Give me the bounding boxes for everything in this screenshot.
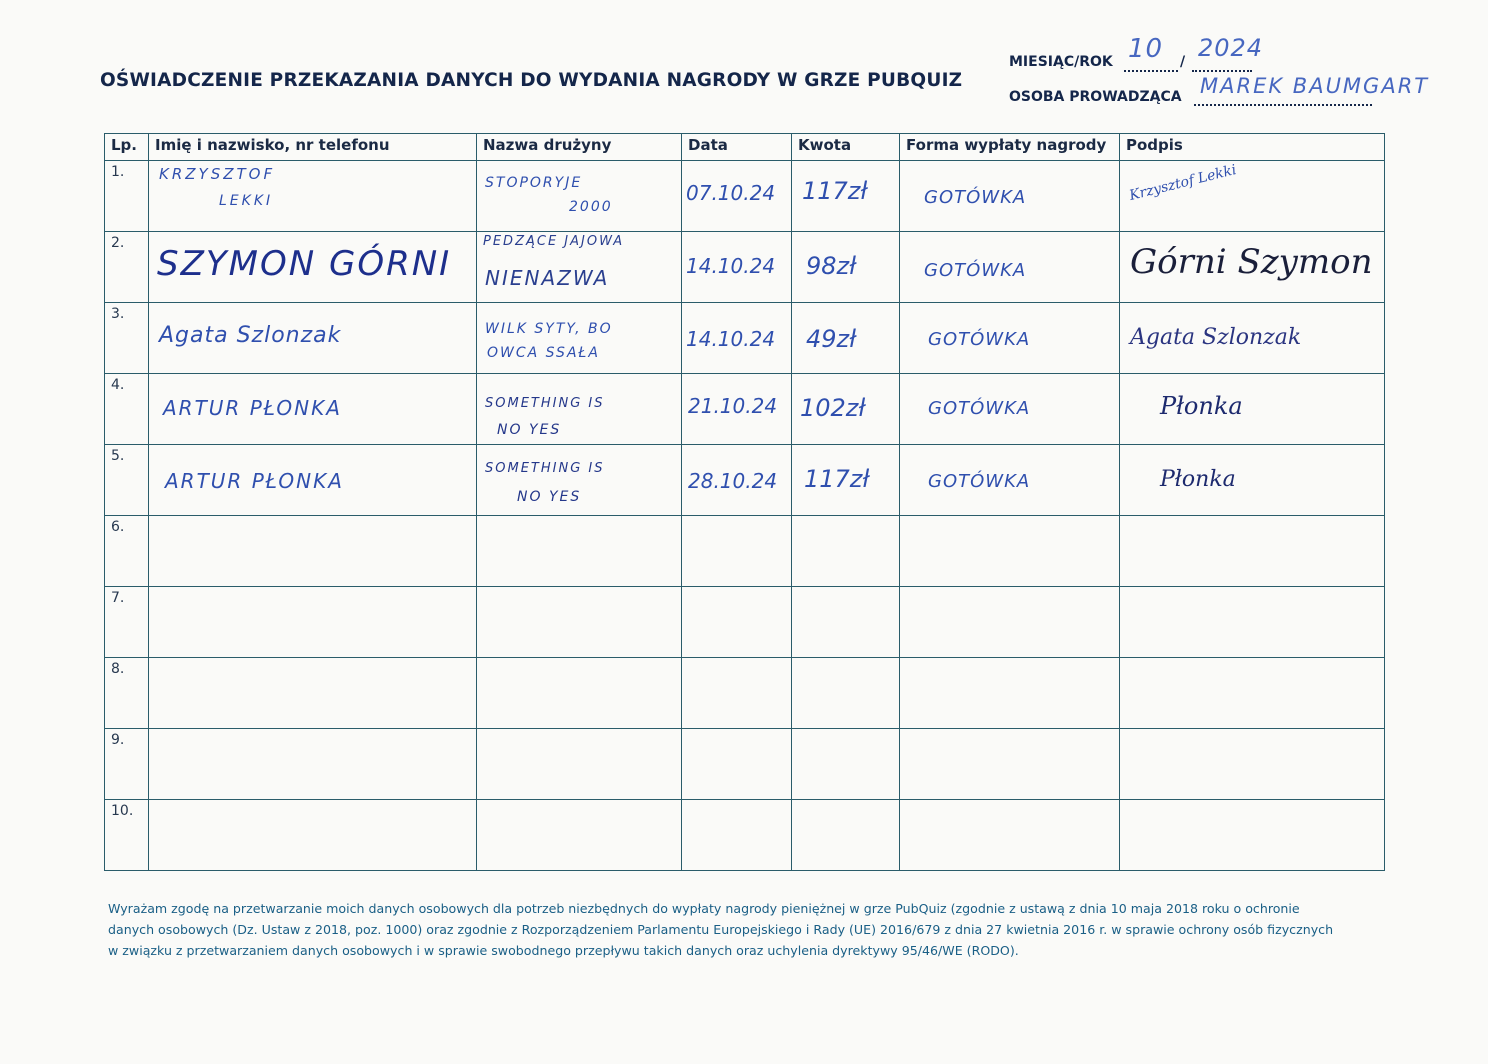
date-cell[interactable] [682, 587, 792, 658]
date-value: 14.10.24 [686, 254, 776, 278]
date-cell[interactable] [682, 800, 792, 871]
amount-value: 98zł [806, 252, 857, 280]
month-value: 10 [1128, 34, 1164, 64]
signature-cell[interactable] [1120, 445, 1385, 516]
table-row [105, 161, 1385, 232]
amount-cell[interactable] [792, 587, 900, 658]
consent-line-1: Wyrażam zgodę na przetwarzanie moich danych osobowych dla potrzeb niezbędnych do wypłaty nagrody pieniężnej w grze PubQuiz (zgodnie z ustawą z dnia 10 maja 2018 roku o ochronie [108, 901, 1300, 916]
date-value: 21.10.24 [688, 394, 778, 418]
team-line1: WILK SYTY, BO [485, 321, 613, 337]
table-row [105, 445, 1385, 516]
date-cell[interactable] [682, 729, 792, 800]
team-cell[interactable] [477, 587, 682, 658]
table-row [105, 658, 1385, 729]
team-cell[interactable] [477, 800, 682, 871]
date-cell[interactable] [682, 303, 792, 374]
name-cell[interactable] [149, 729, 477, 800]
name-line1: SZYMON GÓRNI [157, 244, 452, 284]
date-value: 07.10.24 [686, 181, 776, 205]
amount-value: 49zł [806, 325, 857, 353]
team-cell[interactable] [477, 232, 682, 303]
signature-cell[interactable] [1120, 303, 1385, 374]
table-row [105, 516, 1385, 587]
payment-cell[interactable] [900, 587, 1120, 658]
col-header-lp: Lp. [105, 134, 149, 161]
row-number: 2. [111, 235, 125, 251]
table-row [105, 800, 1385, 871]
signature-cell[interactable] [1120, 587, 1385, 658]
amount-cell[interactable] [792, 729, 900, 800]
team-line2: NO YES [517, 489, 582, 505]
row-number: 1. [111, 164, 125, 180]
team-cell[interactable] [477, 516, 682, 587]
signature-cell[interactable] [1120, 658, 1385, 729]
gdpr-consent-text [108, 898, 1438, 961]
name-cell[interactable] [149, 374, 477, 445]
amount-value: 117zł [802, 177, 868, 205]
name-line2: LEKKI [219, 193, 274, 209]
name-line1: ARTUR PŁONKA [165, 469, 344, 493]
payment-cell[interactable] [900, 232, 1120, 303]
team-line1: SOMETHING IS [485, 396, 605, 411]
row-number: 7. [111, 590, 125, 606]
name-line1: KRZYSZTOF [159, 165, 276, 183]
team-cell[interactable] [477, 729, 682, 800]
row-number: 5. [111, 448, 125, 464]
table-row [105, 587, 1385, 658]
signature-cell[interactable] [1120, 729, 1385, 800]
team-cell[interactable] [477, 374, 682, 445]
row-number: 3. [111, 306, 125, 322]
team-line2: NIENAZWA [485, 266, 610, 290]
col-header-date: Data [682, 134, 792, 161]
payment-value: GOTÓWKA [924, 187, 1027, 208]
month-dotted-line [1124, 70, 1178, 72]
payment-value: GOTÓWKA [924, 260, 1027, 281]
name-cell[interactable] [149, 800, 477, 871]
signature: Krzysztof Lekki [1127, 161, 1239, 205]
row-number: 4. [111, 377, 125, 393]
amount-cell[interactable] [792, 232, 900, 303]
table-row [105, 374, 1385, 445]
month-year-label: MIESIĄC/ROK [1009, 54, 1113, 70]
host-value: MAREK BAUMGART [1200, 74, 1430, 98]
signature-cell[interactable] [1120, 374, 1385, 445]
name-cell[interactable] [149, 587, 477, 658]
date-value: 28.10.24 [688, 469, 778, 493]
year-dotted-line [1192, 70, 1252, 72]
table-header-row [105, 134, 1385, 161]
name-cell[interactable] [149, 658, 477, 729]
team-cell[interactable] [477, 658, 682, 729]
date-cell[interactable] [682, 516, 792, 587]
signature-cell[interactable] [1120, 516, 1385, 587]
row-number: 10. [111, 803, 134, 819]
payment-cell[interactable] [900, 729, 1120, 800]
col-header-payment: Forma wypłaty nagrody [900, 134, 1120, 161]
team-line1: STOPORYJE [485, 175, 583, 191]
signature-cell[interactable] [1120, 161, 1385, 232]
team-cell[interactable] [477, 161, 682, 232]
team-line2: 2000 [569, 199, 613, 215]
host-dotted-line [1194, 104, 1372, 106]
payment-cell[interactable] [900, 516, 1120, 587]
amount-cell[interactable] [792, 658, 900, 729]
payment-value: GOTÓWKA [928, 471, 1031, 492]
payment-cell[interactable] [900, 303, 1120, 374]
date-cell[interactable] [682, 232, 792, 303]
row-number: 6. [111, 519, 125, 535]
team-line2: NO YES [497, 422, 562, 438]
page-title: OŚWIADCZENIE PRZEKAZANIA DANYCH DO WYDANIA NAGRODY W GRZE PUBQUIZ [100, 70, 963, 91]
date-cell[interactable] [682, 161, 792, 232]
payment-cell[interactable] [900, 161, 1120, 232]
name-cell[interactable] [149, 445, 477, 516]
amount-cell[interactable] [792, 161, 900, 232]
amount-cell[interactable] [792, 516, 900, 587]
col-header-team: Nazwa drużyny [477, 134, 682, 161]
row-number: 8. [111, 661, 125, 677]
date-cell[interactable] [682, 445, 792, 516]
amount-value: 102zł [800, 394, 866, 422]
col-header-name: Imię i nazwisko, nr telefonu [149, 134, 477, 161]
prize-table [104, 133, 1385, 871]
table-row [105, 729, 1385, 800]
table-row [105, 303, 1385, 374]
team-line2: OWCA SSAŁA [487, 345, 600, 361]
payment-value: GOTÓWKA [928, 329, 1031, 350]
date-cell[interactable] [682, 658, 792, 729]
consent-line-3: w związku z przetwarzaniem danych osobowych i w sprawie swobodnego przepływu takich danych oraz uchylenia dyrektywy 95/46/WE (RODO). [108, 943, 1019, 958]
team-cell[interactable] [477, 445, 682, 516]
signature-cell[interactable] [1120, 800, 1385, 871]
name-cell[interactable] [149, 516, 477, 587]
amount-cell[interactable] [792, 800, 900, 871]
name-line1: ARTUR PŁONKA [163, 396, 342, 420]
signature: Płonka [1160, 467, 1236, 492]
payment-cell[interactable] [900, 374, 1120, 445]
col-header-amount: Kwota [792, 134, 900, 161]
date-cell[interactable] [682, 374, 792, 445]
date-value: 14.10.24 [686, 327, 776, 351]
signature: Płonka [1160, 392, 1243, 420]
signature: Górni Szymon [1130, 242, 1373, 282]
payment-value: GOTÓWKA [928, 398, 1031, 419]
signature-cell[interactable] [1120, 232, 1385, 303]
name-cell[interactable] [149, 232, 477, 303]
year-value: 2024 [1198, 34, 1264, 62]
amount-cell[interactable] [792, 374, 900, 445]
team-line1: SOMETHING IS [485, 461, 605, 476]
team-cell[interactable] [477, 303, 682, 374]
host-label: OSOBA PROWADZĄCA [1009, 89, 1182, 105]
payment-cell[interactable] [900, 658, 1120, 729]
name-line1: Agata Szlonzak [159, 323, 342, 348]
signature: Agata Szlonzak [1130, 325, 1302, 350]
month-year-separator: / [1180, 54, 1186, 70]
name-cell[interactable] [149, 161, 477, 232]
amount-cell[interactable] [792, 445, 900, 516]
amount-cell[interactable] [792, 303, 900, 374]
consent-line-2: danych osobowych (Dz. Ustaw z 2018, poz. 1000) oraz zgodnie z Rozporządzeniem Parlamentu Europejskiego i Rady (UE) 2016/679 z dnia 27 kwietnia 2016 r. w sprawie ochrony osób fizycznych [108, 922, 1334, 937]
col-header-signature: Podpis [1120, 134, 1385, 161]
name-cell[interactable] [149, 303, 477, 374]
team-line1: PEDZĄCE JAJOWA [483, 234, 625, 249]
table-row [105, 232, 1385, 303]
row-number: 9. [111, 732, 125, 748]
amount-value: 117zł [804, 465, 870, 493]
payment-cell[interactable] [900, 800, 1120, 871]
payment-cell[interactable] [900, 445, 1120, 516]
